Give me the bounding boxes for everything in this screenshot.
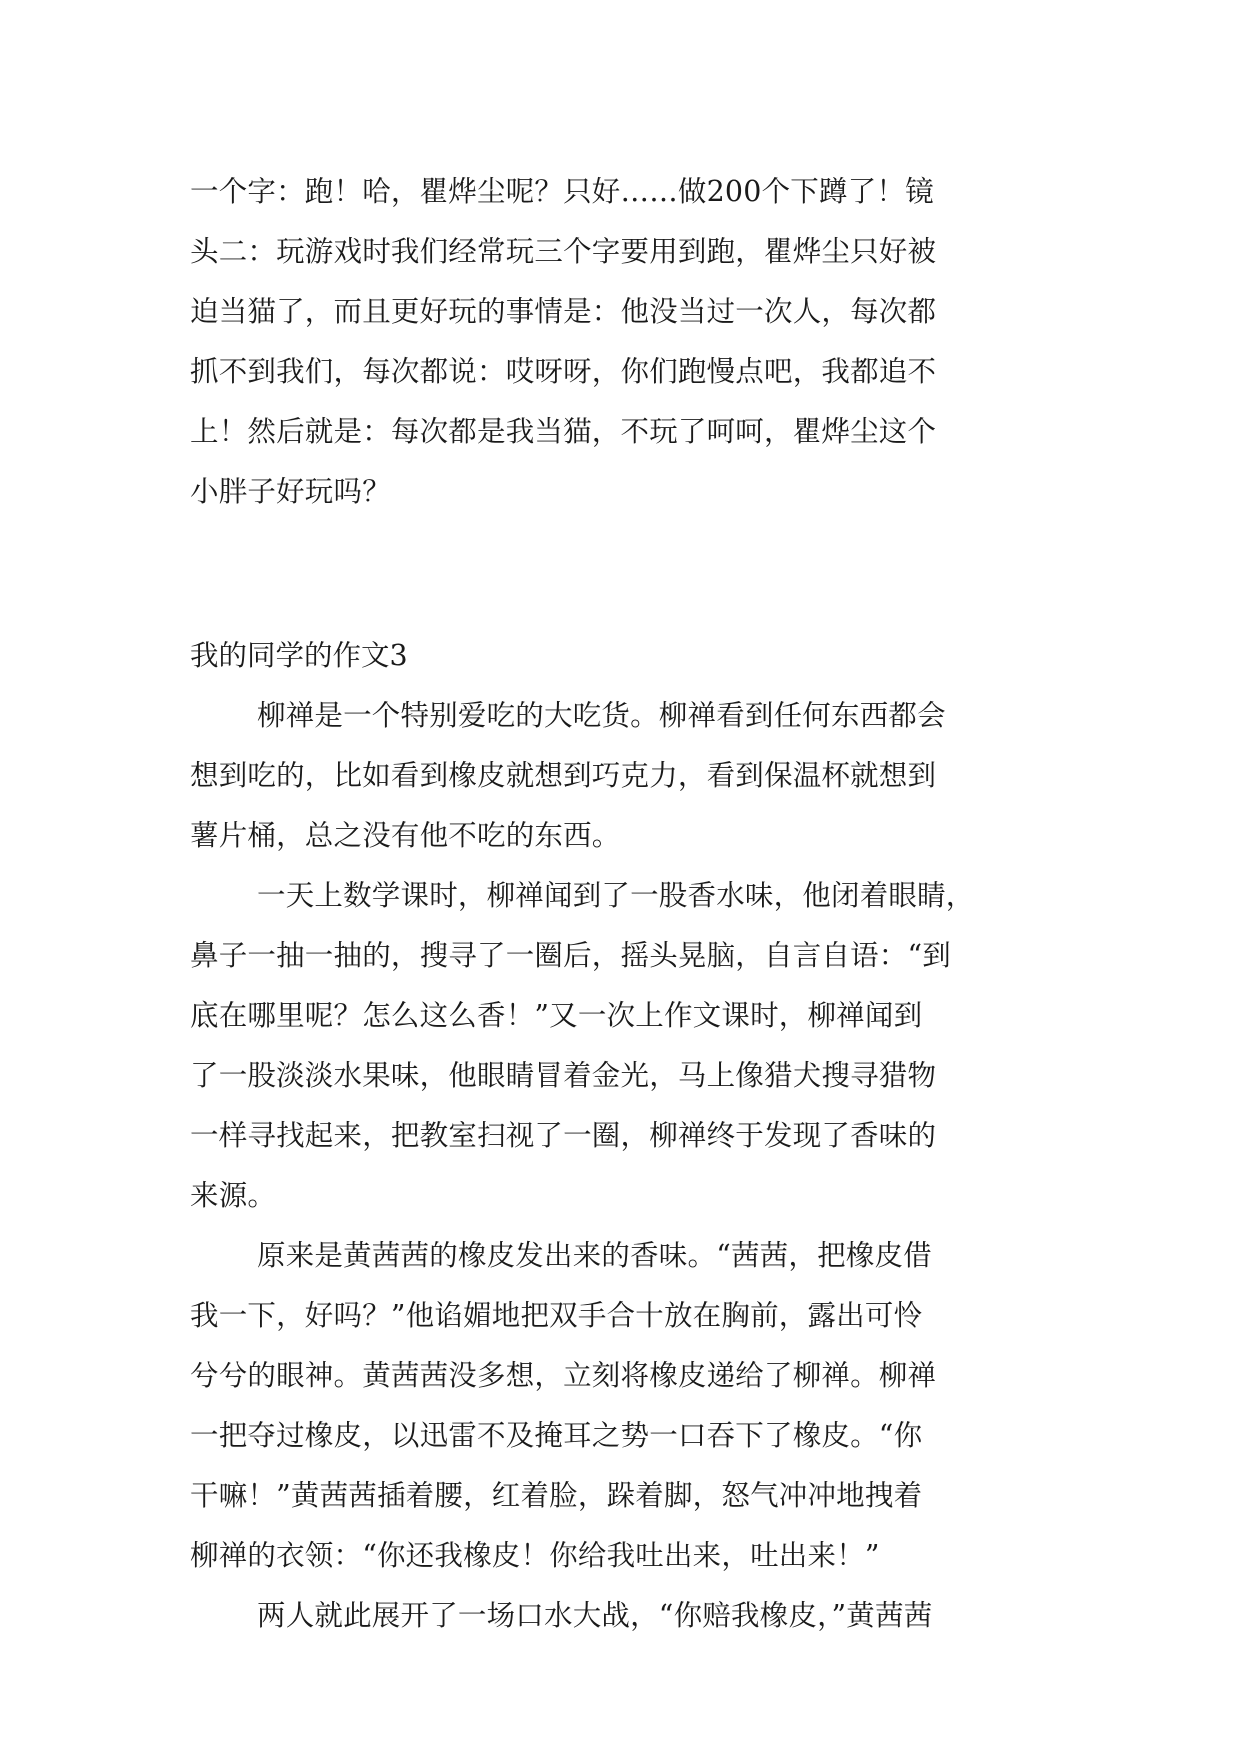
text-line: 上！然后就是：每次都是我当猫，不玩了呵呵，瞿烨尘这个 bbox=[190, 415, 937, 448]
text-line: 柳禅的衣领：“你还我橡皮！你给我吐出来，吐出来！” bbox=[190, 1539, 880, 1572]
text-line: 想到吃的，比如看到橡皮就想到巧克力，看到保温杯就想到 bbox=[190, 759, 937, 792]
text-line: 抓不到我们，每次都说：哎呀呀，你们跑慢点吧，我都追不 bbox=[190, 355, 937, 388]
text-line: 了一股淡淡水果味，他眼睛冒着金光，马上像猎犬搜寻猎物 bbox=[190, 1059, 937, 1092]
paragraph bbox=[190, 866, 1050, 1226]
essay-title: 我的同学的作文3 bbox=[190, 639, 408, 672]
text-line: 两人就此展开了一场口水大战，“你赔我橡皮，”黄茜茜 bbox=[257, 1599, 933, 1632]
top-paragraph bbox=[190, 162, 1050, 522]
text-line: 一样寻找起来，把教室扫视了一圈，柳禅终于发现了香味的 bbox=[190, 1119, 937, 1152]
paragraph bbox=[190, 686, 1050, 866]
text-line: 柳禅是一个特别爱吃的大吃货。柳禅看到任何东西都会 bbox=[257, 699, 946, 732]
text-line: 底在哪里呢？怎么这么香！”又一次上作文课时，柳禅闻到 bbox=[190, 999, 923, 1032]
document-body bbox=[190, 162, 1050, 1646]
text-line: 薯片桶，总之没有他不吃的东西。 bbox=[190, 819, 621, 852]
text-line: 鼻子一抽一抽的，搜寻了一圈后，摇头晃脑，自言自语：“到 bbox=[190, 939, 951, 972]
text-line: 一天上数学课时，柳禅闻到了一股香水味，他闭着眼睛， bbox=[257, 879, 975, 912]
text-line: 迫当猫了，而且更好玩的事情是：他没当过一次人，每次都 bbox=[190, 295, 937, 328]
paragraph bbox=[190, 1226, 1050, 1586]
text-line: 小胖子好玩吗？ bbox=[190, 475, 391, 508]
text-line: 来源。 bbox=[190, 1179, 277, 1212]
text-line: 一把夺过橡皮，以迅雷不及掩耳之势一口吞下了橡皮。“你 bbox=[190, 1419, 923, 1452]
text-line: 兮兮的眼神。黄茜茜没多想，立刻将橡皮递给了柳禅。柳禅 bbox=[190, 1359, 937, 1392]
paragraph bbox=[190, 1586, 1050, 1646]
text-line: 头二：玩游戏时我们经常玩三个字要用到跑，瞿烨尘只好被 bbox=[190, 235, 937, 268]
text-line: 一个字：跑！哈，瞿烨尘呢？只好……做200个下蹲了！镜 bbox=[190, 175, 934, 208]
text-line: 干嘛！”黄茜茜插着腰，红着脸，跺着脚，怒气冲冲地拽着 bbox=[190, 1479, 923, 1512]
text-line: 原来是黄茜茜的橡皮发出来的香味。“茜茜，把橡皮借 bbox=[257, 1239, 932, 1272]
text-line: 我一下，好吗？”他谄媚地把双手合十放在胸前，露出可怜 bbox=[190, 1299, 923, 1332]
